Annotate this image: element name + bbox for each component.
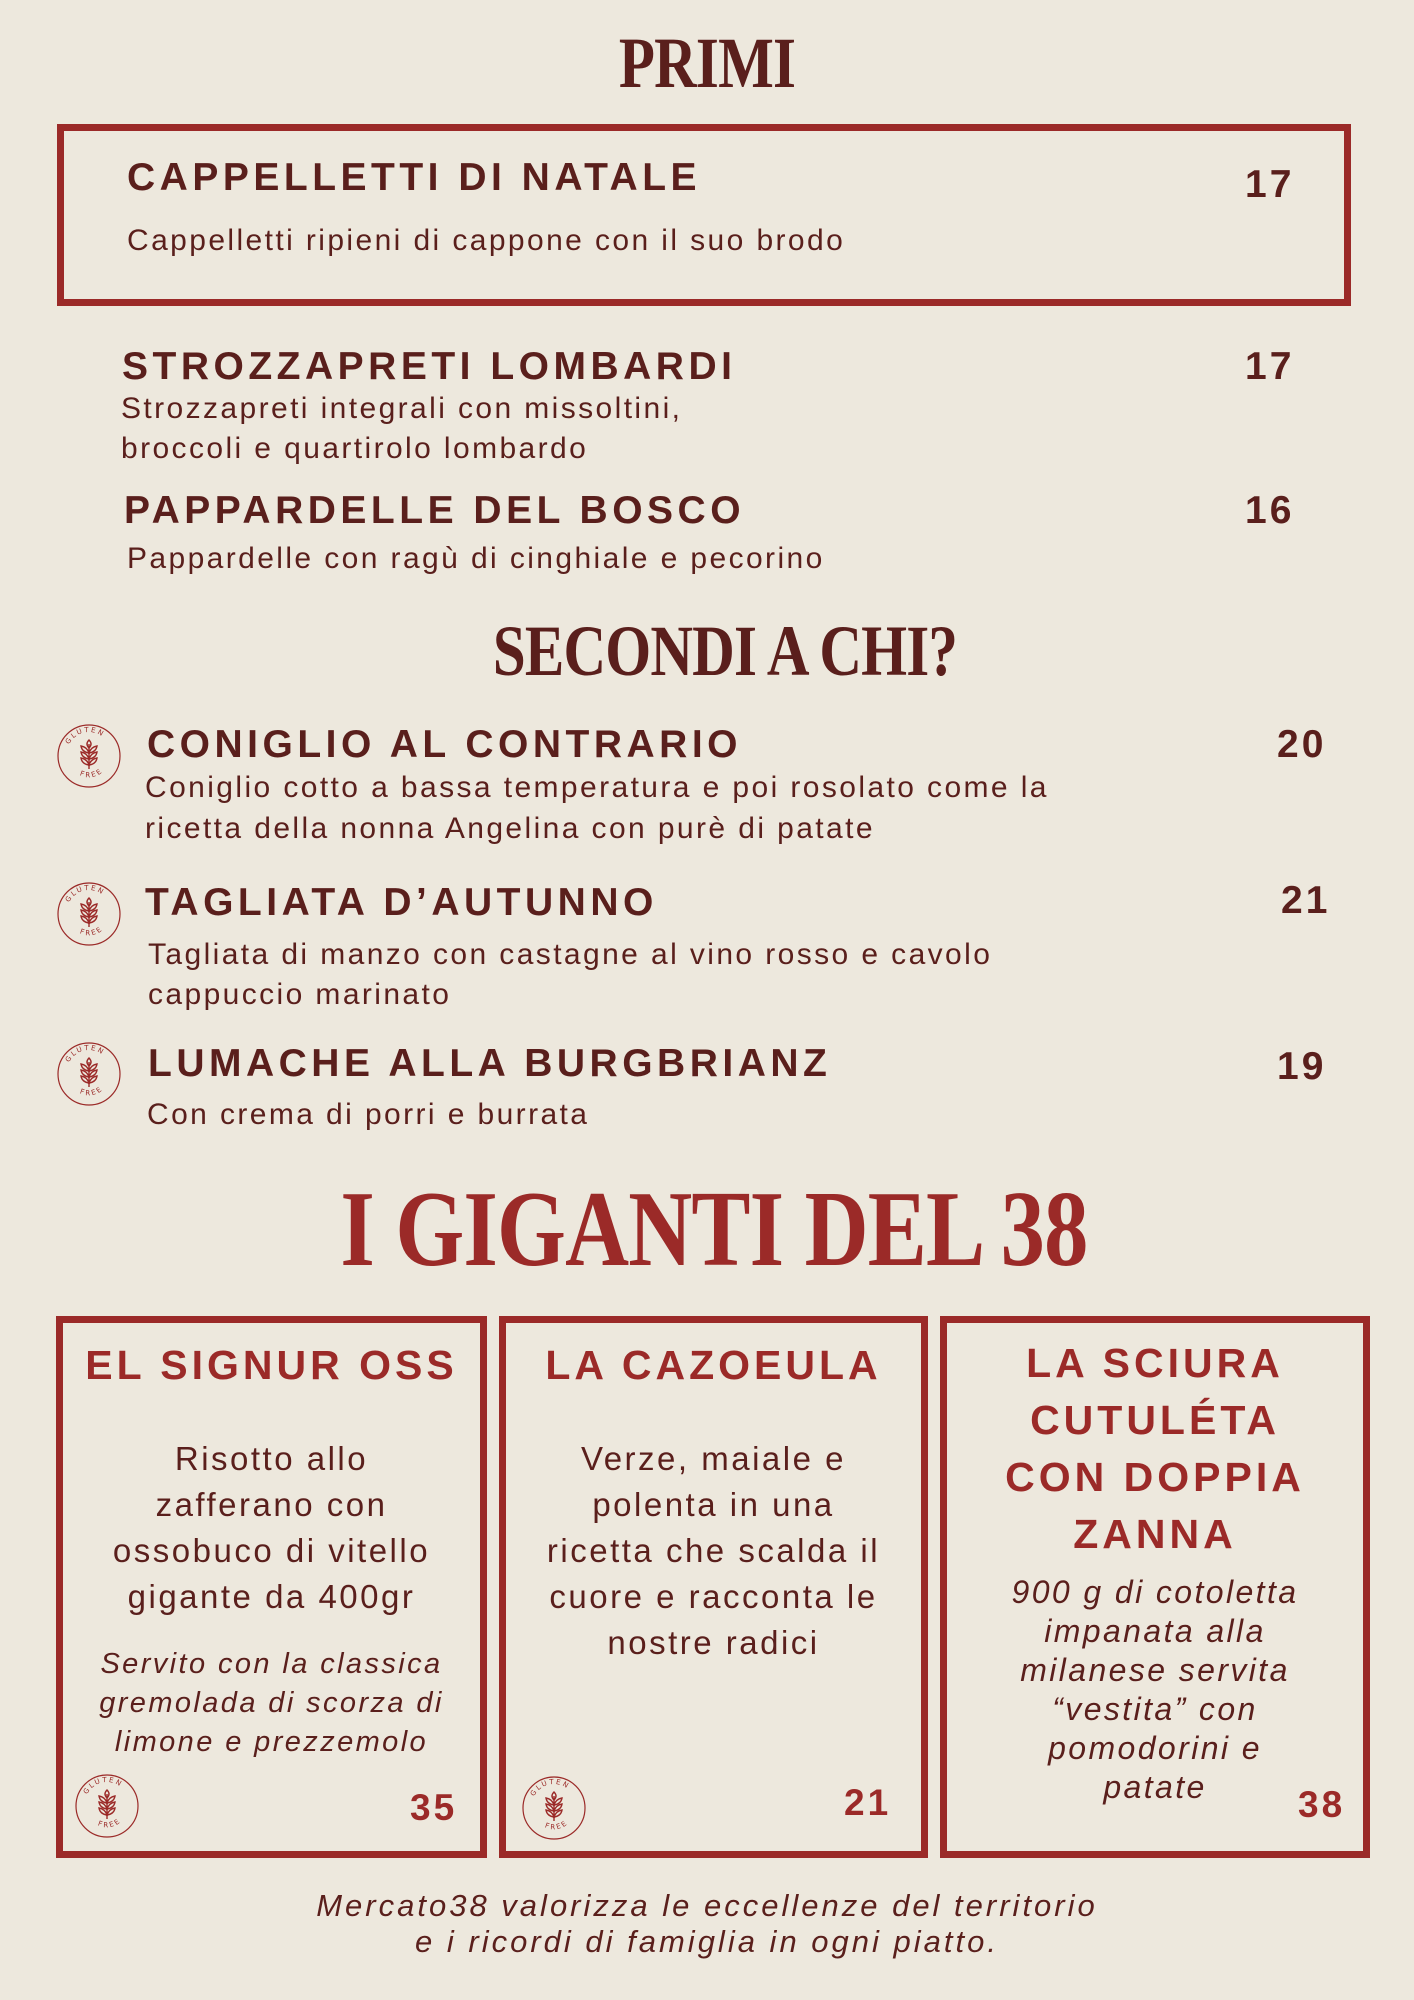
price-tagliata: 21 [1281,879,1331,922]
dish-name-cappelletti: CAPPELLETTI DI NATALE [127,156,702,199]
desc-coniglio-2: ricetta della nonna Angelina con purè di patate [145,812,875,845]
footer-line-1: Mercato38 valorizza le eccellenze del territorio [316,1888,1098,1923]
giant-desc-line: zafferano con [155,1486,388,1523]
desc-coniglio-1: Coniglio cotto a bassa temperatura e poi rosolato come la [145,771,1049,804]
desc-cappelletti: Cappelletti ripieni di cappone con il suo brodo [127,224,846,257]
giant-desc-line: impanata alla [1044,1613,1266,1649]
primi-title: PRIMI [618,23,796,103]
giant-desc-line: 900 g di cotoletta [1011,1574,1299,1610]
giant-note-line: gremolada di scorza di [99,1687,444,1719]
giant-desc-line: Verze, maiale e [581,1440,846,1477]
featured-dish-frame [57,124,1351,306]
dish-name-lumache: LUMACHE ALLA BURGBRIANZ [148,1042,832,1085]
price-coniglio: 20 [1277,723,1327,766]
footer-line-2: e i ricordi di famiglia in ogni piatto. [415,1924,999,1959]
gluten-free-icon [520,1774,588,1842]
desc-tagliata-2: cappuccio marinato [148,978,452,1011]
giant-price-sciura-cutuleta: 38 [1298,1784,1346,1825]
giant-note-line: Servito con la classica [100,1648,443,1680]
giant-desc-line: gigante da 400gr [127,1578,416,1615]
price-lumache: 19 [1277,1045,1327,1088]
giant-desc-line: Risotto allo [174,1440,369,1477]
giant-desc-cazoeula [499,1436,928,1666]
desc-strozzapreti-2: broccoli e quartirolo lombardo [121,432,589,465]
giant-name-signur-oss: EL SIGNUR OSS [85,1342,458,1388]
giant-desc-line: ossobuco di vitello [112,1532,431,1569]
giant-desc-line: ricetta che scalda il [546,1532,881,1569]
gluten-free-icon [55,1040,123,1108]
giant-desc-line: cuore e racconta le [549,1578,878,1615]
giant-name-line: CUTULÉTA [1030,1397,1280,1443]
giganti-title: I GIGANTI DEL 38 [340,1170,1088,1289]
dish-name-strozzapreti: STROZZAPRETI LOMBARDI [122,345,737,388]
price-strozzapreti: 17 [1245,345,1295,388]
desc-tagliata-1: Tagliata di manzo con castagne al vino rosso e cavolo [148,938,993,971]
dish-name-coniglio: CONIGLIO AL CONTRARIO [147,723,742,766]
giant-name-sciura-cutuleta [940,1335,1370,1563]
desc-lumache: Con crema di porri e burrata [147,1098,590,1131]
gluten-free-icon [55,722,123,790]
dish-name-pappardelle: PAPPARDELLE DEL BOSCO [124,489,746,532]
footer-note [0,1888,1414,1960]
giant-desc-signur-oss [56,1436,487,1620]
giant-desc-sciura-cutuleta [940,1573,1370,1807]
price-pappardelle: 16 [1245,489,1295,532]
gluten-free-icon [55,880,123,948]
gluten-free-icon [73,1772,141,1840]
giant-name-line: CON DOPPIA [1005,1454,1305,1500]
desc-strozzapreti-1: Strozzapreti integrali con missoltini, [121,392,683,425]
giant-name-line: ZANNA [1073,1511,1237,1557]
giant-note-line: limone e prezzemolo [114,1726,429,1758]
giant-name-line: LA SCIURA [1026,1340,1284,1386]
giant-desc-line: polenta in una [592,1486,835,1523]
giant-note-signur-oss [56,1645,487,1762]
giant-desc-line: milanese servita [1020,1652,1290,1688]
giant-price-cazoeula: 21 [844,1782,892,1823]
giant-price-signur-oss: 35 [410,1787,458,1828]
giant-desc-line: nostre radici [607,1624,820,1661]
giant-desc-line: “vestita” con [1052,1691,1258,1727]
giant-name-cazoeula: LA CAZOEULA [545,1342,882,1388]
price-cappelletti: 17 [1245,163,1295,206]
dish-name-tagliata: TAGLIATA D’AUTUNNO [145,881,658,924]
secondi-title: SECONDI A CHI? [492,611,958,691]
giant-desc-line: pomodorini e [1048,1730,1262,1766]
giant-desc-line: patate [1103,1769,1207,1805]
desc-pappardelle: Pappardelle con ragù di cinghiale e pecorino [127,542,825,575]
